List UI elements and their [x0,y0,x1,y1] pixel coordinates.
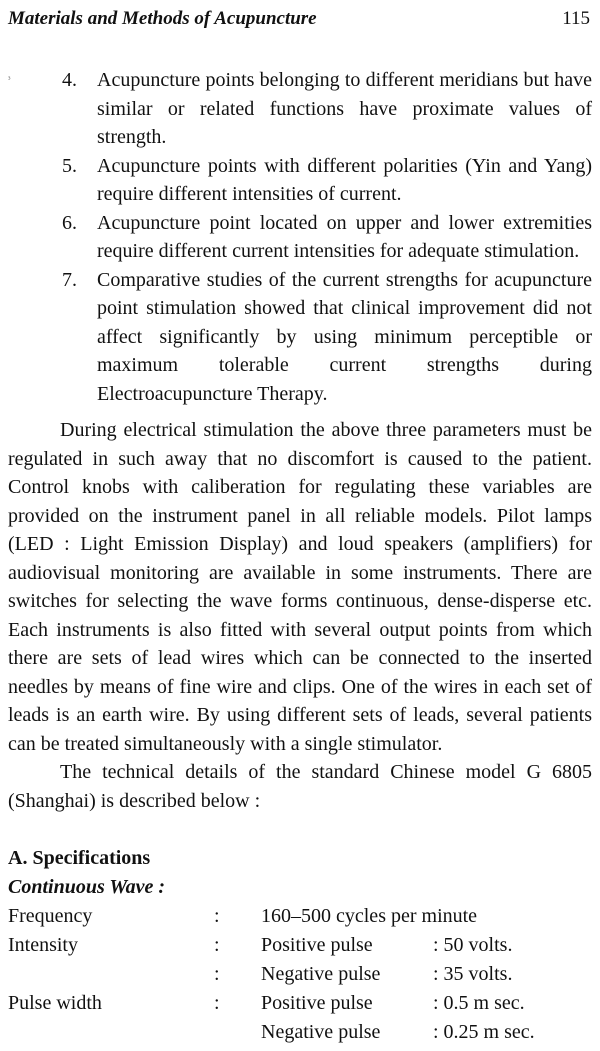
list-text: Acupuncture point located on upper and lower extremities require different current intensities for adequate stimulation. [97,211,592,262]
spec-value-detail: : 0.5 m sec. [433,992,525,1014]
spec-value: Negative pulse [261,1021,381,1043]
spec-value-detail: : 35 volts. [433,963,513,985]
list-item [62,266,592,409]
spec-colon: : [214,992,220,1014]
spec-value: Positive pulse [261,992,373,1014]
spec-value-detail: : 0.25 m sec. [433,1021,535,1043]
spec-row [8,963,592,991]
spec-colon: : [214,934,220,956]
list-item [62,66,592,152]
sub-heading: Continuous Wave : [8,876,166,898]
section-heading: A. Specifications [8,847,151,869]
spec-label: Pulse width [8,992,102,1014]
spec-row [8,934,592,962]
numbered-list [62,66,592,408]
spec-colon: : [214,905,220,927]
list-number: 5. [62,154,77,177]
paragraph: The technical details of the standard Chinese model G 6805 (Shanghai) is described below : [8,761,592,812]
paragraph: During electrical stimulation the above three parameters must be regulated in such away that no discomfort is caused to the patient. Control knobs with caliberation for regulating these variables are provided on the instrument panel in all reliable models. Pilot lamps (LED : Light Emission Display) and loud speakers (amplifiers) for audiovisual monitoring are available in some instruments. There are switches for selecting the wave forms continuous, dense-disperse etc. Each instruments is also fitted with several output points from which there are sets of lead wires which can be connected to the inserted needles by means of fine wire and clips. One of the wires in each set of leads is an earth wire. By using different sets of leads, several patients can be treated simultaneously with a single stimulator. [8,419,592,755]
spec-colon: : [214,963,220,985]
spec-row [8,992,592,1020]
list-item [62,209,592,266]
spec-value: Negative pulse [261,963,381,985]
spec-row [8,1021,592,1049]
list-text: Acupuncture points belonging to different meridians but have similar or related functions have proximate values of strength. [97,69,592,148]
spec-label: Frequency [8,905,93,927]
spec-value-detail: : 50 volts. [433,934,513,956]
spec-value: 160–500 cycles per minute [261,905,478,927]
list-number: 4. [62,69,77,91]
list-text: Acupuncture points with different polarities (Yin and Yang) require different intensities of current. [97,154,592,205]
list-text: Comparative studies of the current strengths for acupuncture point stimulation showed that clinical improvement did not affect significantly by using minimum perceptible or maximum tolerable current strengths during Electroacupuncture Therapy. [97,268,592,405]
page-header [8,8,590,36]
spec-row [8,905,592,933]
list-number: 7. [62,268,77,291]
spec-label: Intensity [8,934,78,956]
page-number: 115 [562,8,590,29]
list-item [62,152,592,209]
margin-mark: ᶟ [8,74,11,85]
body-text [8,416,592,815]
spec-value: Positive pulse [261,934,373,956]
running-title: Materials and Methods of Acupuncture [8,8,317,29]
list-number: 6. [62,211,77,234]
